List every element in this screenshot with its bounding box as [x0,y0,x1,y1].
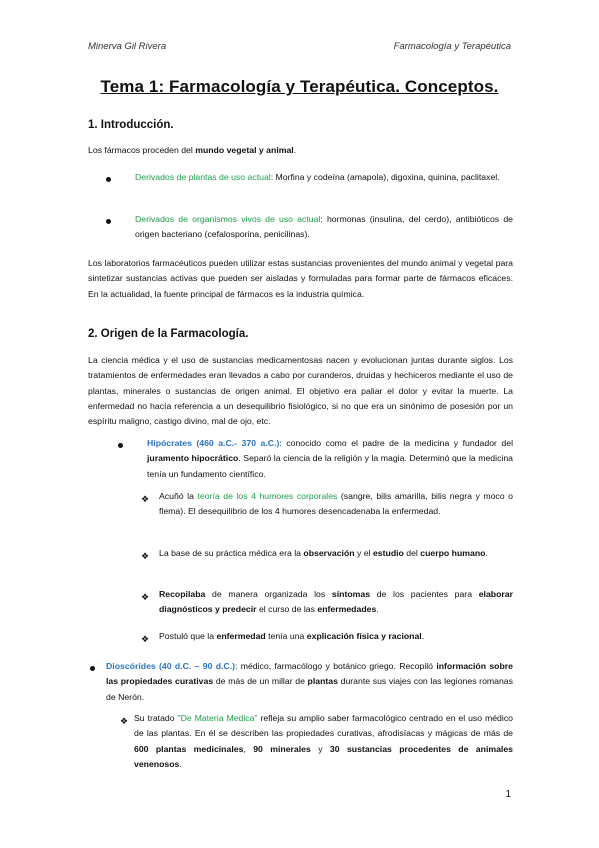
origen-paragraph: La ciencia médica y el uso de sustancias medicamentosas nacen y evolucionan juntas durante siglos. Los tratamientos de enfermedades eran llevados a cabo por curanderos, druidas y hechiceros mediante el uso de plantas, minerales o sustancias de origen animal. El objetivo era paliar el dolor y evitar la muerte. La enfermedad no hacía referencia a un desequilibrio fisiológico, si no que era un sinónimo de posesión por un espíritu maligno, castigo divino, mal de ojo, etc. [88,355,513,427]
subbullet-humores: Acuñó la teoría de los 4 humores corporales (sangre, bilis amarilla, bilis negra y moco o flema). El desequilibrio de los 4 humores desencadenaba la enfermedad. [159,491,513,517]
diamond-bullet-icon: ❖ [141,634,150,644]
bullet-dot-icon [106,177,111,182]
bullet-dioscorides: Dioscórides (40 d.C. – 90 d.C.): médico, farmacólogo y botánico griego. Recopiló información sobre las propiedades curativas de más de un millar de plantas durante sus viajes con las legiones romanas de Nerón. [106,661,513,702]
header-subject: Farmacología y Terapéutica [393,41,511,52]
page-number: 1 [505,789,511,800]
bullet-plantas: Derivados de plantas de uso actual: Morfina y codeína (amapola), digoxina, quinina, paclitaxel. [135,172,500,182]
subbullet-observacion: La base de su práctica médica era la observación y el estudio del cuerpo humano. [159,548,488,558]
diamond-bullet-icon: ❖ [141,592,150,602]
intro-paragraph: Los fármacos proceden del mundo vegetal y animal. [88,145,297,155]
subbullet-postulo: Postuló que la enfermedad tenía una explicación física y racional. [159,631,425,641]
bullet-dot-icon [118,443,123,448]
laboratorios-paragraph: Los laboratorios farmacéuticos pueden utilizar estas sustancias provenientes del mundo animal y vegetal para sintetizar sustancias activas que pueden ser aisladas y formuladas para formar parte de fármacos eficaces. En la actualidad, la fuente principal de fármacos es la industria química. [88,258,513,299]
bullet-organismos: Derivados de organismos vivos de uso actual: hormonas (insulina, del cerdo), antibióticos de origen bacteriano (cefalosporina, penicilinas). [135,214,513,240]
diamond-bullet-icon: ❖ [120,716,129,726]
bullet-dot-icon [90,666,95,671]
bullet-hipocrates: Hipócrates (460 a.C.- 370 a.C.): conocido como el padre de la medicina y fundador del juramento hipocrático. Separó la ciencia de la religión y la magia. Determinó que la medicina tenía un fundamento científico. [147,438,513,479]
header-author: Minerva Gil Rivera [88,41,167,52]
section-heading-origen: 2. Origen de la Farmacología. [88,328,249,340]
document-title: Tema 1: Farmacología y Terapéutica. Conceptos. [100,77,499,96]
bullet-dot-icon [106,219,111,224]
diamond-bullet-icon: ❖ [141,551,150,561]
subbullet-recopilaba: Recopilaba de manera organizada los síntomas de los pacientes para elaborar diagnósticos y predecir el curso de las enfermedades. [159,589,513,615]
section-heading-introduccion: 1. Introducción. [88,119,174,131]
subbullet-materia-medica: Su tratado "De Materia Medica" refleja su amplio saber farmacológico centrado en el uso médico de las plantas. En él se describen las propiedades curativas, afrodisíacas y mágicas de más de 600 plantas medicinales, 90 minerales y 30 sustancias procedentes de animales venenosos. [134,713,513,769]
diamond-bullet-icon: ❖ [141,494,150,504]
